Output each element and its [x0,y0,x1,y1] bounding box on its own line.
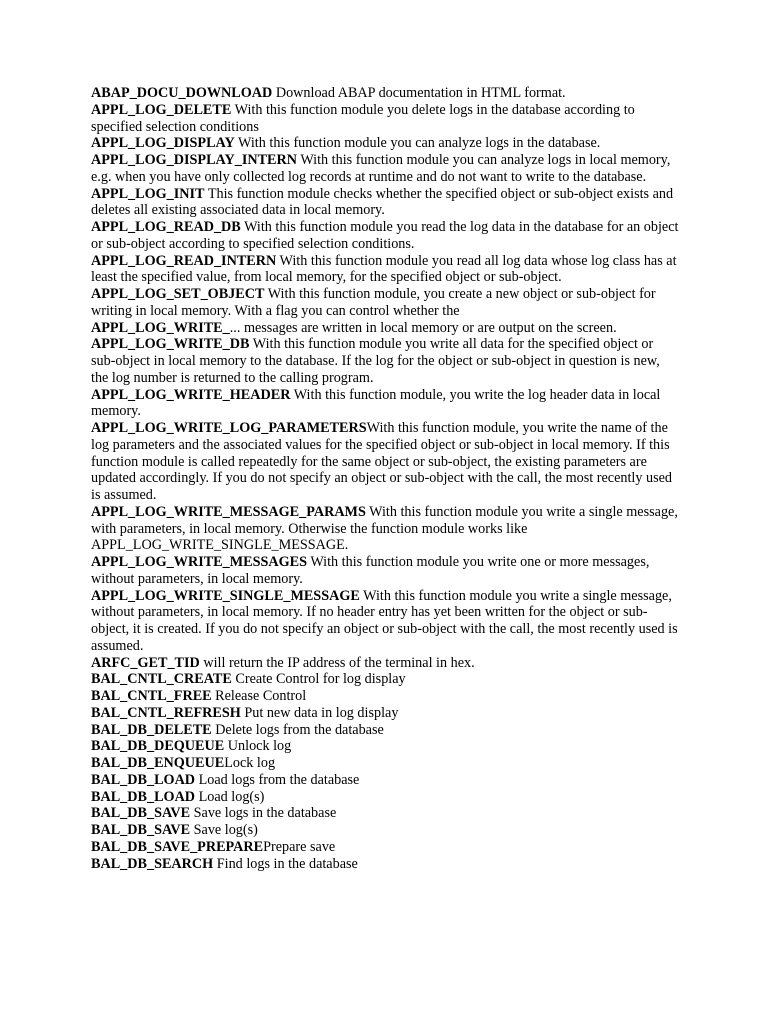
function-name: BAL_CNTL_CREATE [91,671,232,688]
function-name: APPL_LOG_WRITE_MESSAGES [91,554,308,570]
entry [91,688,679,705]
entry [91,253,679,287]
function-description: Put new data in log display [244,704,399,721]
entry [91,320,679,337]
function-description: will return the IP address of the terminal in hex. [203,654,475,671]
function-description: Create Control for log display [235,671,406,688]
function-name: BAL_DB_LOAD [91,788,196,805]
function-name: APPL_LOG_DISPLAY_INTERN [91,152,298,168]
entry [91,856,679,873]
function-description: With this function module you can analyze logs in the database. [238,135,601,152]
function-name: BAL_DB_SAVE [91,805,191,822]
entry [91,671,679,688]
entry [91,655,679,672]
function-description: With this function module you write one or more messages, without parameters, in local memory. [91,554,650,587]
entry [91,822,679,839]
function-description: With this function module you read all log data whose log class has at least the specified value, from local memory, for the specified object or sub-object. [91,252,677,286]
function-description: Release Control [215,688,307,704]
function-description: Download ABAP documentation in HTML format. [275,85,566,101]
function-description: Find logs in the database [216,855,358,872]
function-name: BAL_CNTL_REFRESH [91,704,241,721]
entry [91,102,679,136]
function-name: APPL_LOG_WRITE_MESSAGE_PARAMS [91,503,366,520]
function-description: With this function module you delete logs in the database according to specified selection conditions [91,101,635,135]
function-name: BAL_DB_SAVE_PREPARE [91,838,264,855]
function-name: ARFC_GET_TID [91,654,200,671]
entry [91,135,679,152]
entry [91,789,679,806]
function-name: APPL_LOG_READ_INTERN [91,252,277,269]
function-name: BAL_DB_DELETE [91,721,212,738]
function-name: APPL_LOG_WRITE_ [91,319,230,336]
function-description: With this function module you write a single message, without parameters, in local memory. If no header entry has yet been written for the object or sub-object, it is created. If you do not specify an object or sub-object with the call, the most recently used is assumed. [91,587,678,654]
function-name: BAL_CNTL_FREE [91,688,212,704]
function-name: ABAP_DOCU_DOWNLOAD [91,85,273,101]
entry [91,839,679,856]
entry [91,554,679,588]
entry [91,755,679,772]
entry [91,387,679,421]
function-name: APPL_LOG_WRITE_HEADER [91,386,291,403]
function-description: With this function module you can analyze logs in local memory, e.g. when you have only collected log records at runtime and do not want to write to the database. [91,152,671,185]
function-description: With this function module, you create a new object or sub-object for writing in local memory. With a flag you can control whether the [91,286,656,319]
entry [91,772,679,789]
function-description: ... messages are written in local memory or are output on the screen. [229,319,617,336]
entry [91,504,679,554]
function-name: APPL_LOG_WRITE_SINGLE_MESSAGE [91,587,360,604]
function-name: APPL_LOG_SET_OBJECT [91,286,265,302]
function-name: APPL_LOG_DISPLAY [91,135,235,152]
function-description: Load logs from the database [198,771,360,788]
function-description: With this function module you read the log data in the database for an object or sub-object according to specified selection conditions. [91,219,679,252]
function-description: Lock log [224,755,276,771]
function-description: Save logs in the database [193,805,337,822]
function-description: Delete logs from the database [215,721,384,738]
function-description: Load log(s) [198,788,265,805]
document-page [91,85,679,872]
entry [91,705,679,722]
function-name: BAL_DB_DEQUEUE [91,738,225,755]
function-description: Prepare save [263,838,336,855]
function-name: APPL_LOG_DELETE [91,101,232,118]
function-description: This function module checks whether the specified object or sub-object exists and deletes all existing associated data in local memory. [91,185,674,219]
entry [91,420,679,504]
function-name: APPL_LOG_WRITE_DB [91,336,250,353]
entry [91,722,679,739]
entry [91,286,679,320]
entry [91,85,679,102]
function-description: With this function module you write a single message, with parameters, in local memory. Otherwise the function module works like APPL_LOG_WRITE_SINGLE_MESSAGE. [91,503,678,554]
function-description: With this function module you write all data for the specified object or sub-object in local memory to the database. If the log for the object or sub-object in question is new, the log number is returned to the calling program. [91,336,660,386]
entry [91,152,679,186]
function-description: Unlock log [227,738,292,755]
function-description: Save log(s) [193,822,258,838]
function-name: BAL_DB_SEARCH [91,855,214,872]
function-name: APPL_LOG_WRITE_LOG_PARAMETERS [91,420,367,436]
entry [91,805,679,822]
function-description: With this function module, you write the log header data in local memory. [91,386,661,420]
entry [91,738,679,755]
function-name: APPL_LOG_READ_DB [91,219,241,235]
function-name: BAL_DB_ENQUEUE [91,755,225,771]
function-name: BAL_DB_LOAD [91,771,196,788]
entry [91,186,679,220]
entry [91,336,679,386]
function-name: APPL_LOG_INIT [91,185,205,202]
function-name: BAL_DB_SAVE [91,822,191,838]
entry [91,588,679,655]
entry [91,219,679,253]
function-description: With this function module, you write the name of the log parameters and the associated values for the specified object or sub-object in local memory. If this function module is called repeatedly for the same object or sub-object, the existing parameters are updated accordingly. If you do not specify an object or sub-object with the call, the most recently used is assumed. [91,420,672,503]
